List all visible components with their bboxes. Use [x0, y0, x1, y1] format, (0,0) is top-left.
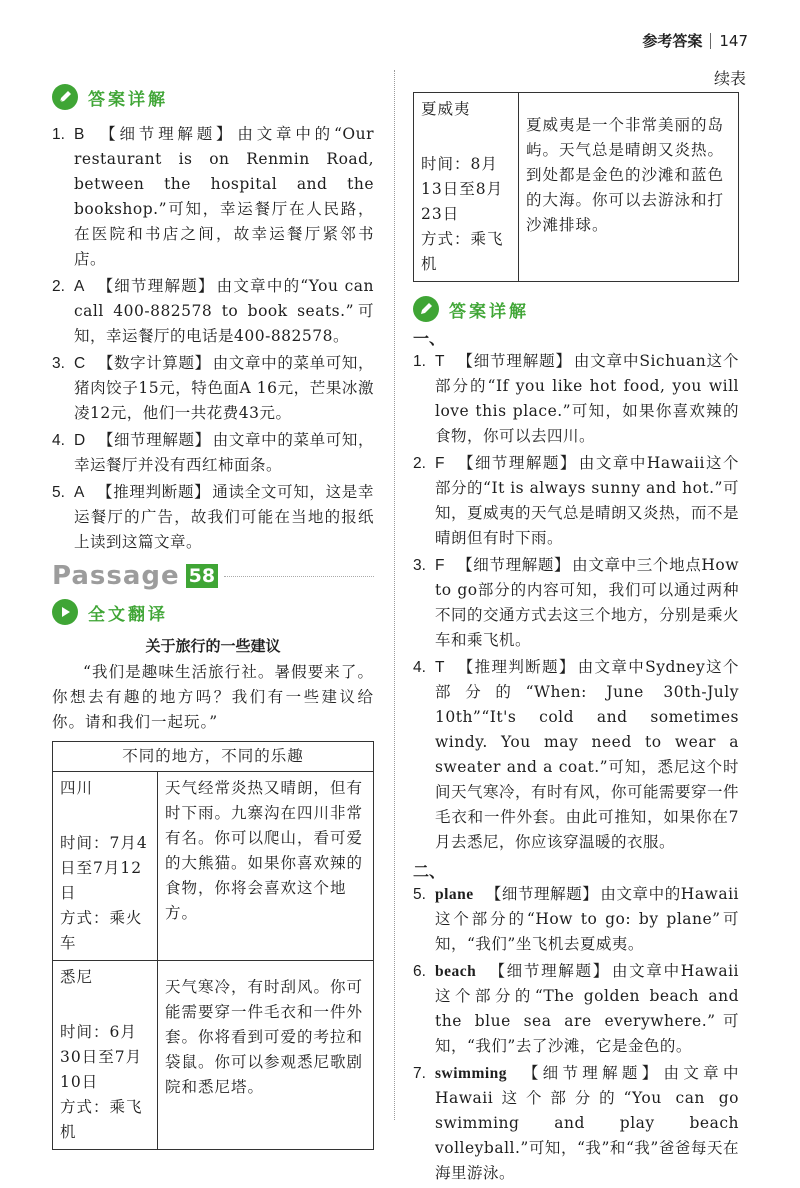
answer-word: beach	[435, 963, 477, 980]
trip-time: 时间：8月13日至8月23日	[421, 155, 504, 223]
answer-list-part-two	[413, 882, 739, 1186]
answer-item-2: 2. A 【细节理解题】 由文章中的“You can call 400-882578 to book seats.”可知，幸运餐厅的电话是400-882578。	[52, 277, 374, 345]
explanation: 由文章中三个地点How to go部分的内容可知，我们可以通过两种不同的交通方式去这三个地方，分别是乘火车和乘飞机。	[435, 556, 740, 649]
answer-letter: A	[74, 278, 85, 295]
explanation: 由文章中的菜单可知，猪肉饺子15元，特色面A 16元，芒果冰激凌12元，他们一共花费43元。	[74, 354, 374, 422]
left-column	[52, 84, 374, 1150]
answer-letter: D	[74, 432, 86, 449]
answer-letter: F	[435, 557, 445, 574]
explanation: 由文章中的菜单可知，幸运餐厅并没有西红柿面条。	[74, 431, 374, 474]
explanation: 由文章中Sydney这个部分的“When: June 30th-July 10th”“It's cold and sometimes windy. You may need to wear a sweater and a coat.”可知，悉尼这个时间天气寒冷，有时有风，你可能需要穿一件毛衣和一件外套。由此可推知，如果你在7月去悉尼，你应该穿温暖的衣服。	[435, 658, 740, 851]
answer-letter: A	[74, 484, 85, 501]
answer-letter: T	[435, 353, 445, 370]
header-separator	[710, 33, 711, 49]
question-type: 【细节理解题】	[519, 1064, 662, 1082]
answer-item-7: 7. swimming 【细节理解题】 由文章中Hawaii这个部分的“You can go swimming and play beach volleyball.”可知，“我”和“我”爸爸每天在海里游泳。	[413, 1064, 739, 1182]
answer-letter: F	[435, 455, 445, 472]
answers-section-title: 答案详解	[52, 84, 374, 110]
answer-item-1: 1. T 【细节理解题】 由文章中Sichuan这个部分的“If you like hot food, you will love this place.”可知，如果你喜欢辣的食物，你可以去四川。	[413, 352, 739, 445]
places-table	[52, 741, 374, 1150]
question-type: 【细节理解题】	[96, 277, 215, 295]
translation-heading: 关于旅行的一些建议	[145, 637, 281, 655]
place-name: 四川	[60, 779, 94, 797]
answer-letter: C	[74, 355, 86, 372]
question-type: 【细节理解题】	[456, 454, 577, 472]
page-number: 147	[719, 31, 748, 50]
explanation: 由文章中的“You can call 400-882578 to book seats.”可知，幸运餐厅的电话是400-882578。	[74, 277, 374, 345]
answers-section-title-2: 答案详解	[413, 296, 739, 322]
answer-letter: B	[74, 126, 85, 143]
pencil-icon	[52, 84, 78, 110]
passage-number: 58	[186, 564, 218, 588]
explanation: 由文章中Sichuan这个部分的“If you like hot food, you will love this place.”可知，如果你喜欢辣的食物，你可以去四川。	[435, 352, 739, 445]
answer-word: plane	[435, 886, 474, 903]
question-type: 【细节理解题】	[456, 556, 571, 574]
dotted-rule	[224, 576, 374, 577]
continued-label: 续表	[713, 69, 746, 88]
explanation: 通读全文可知，这是幸运餐厅的广告，故我们可能在当地的报纸上读到这篇文章。	[74, 483, 374, 551]
question-type: 【细节理解题】	[456, 352, 572, 370]
places-table-continued	[413, 92, 739, 282]
answer-item-2: 2. F 【细节理解题】 由文章中Hawaii这个部分的“It is always sunny and hot.”可知，夏威夷的天气总是晴朗又炎热，而不是晴朗但有时下雨。	[413, 454, 740, 547]
explanation: 由文章中Hawaii这个部分的“It is always sunny and hot.”可知，夏威夷的天气总是晴朗又炎热，而不是晴朗但有时下雨。	[435, 454, 740, 547]
explanation: 由文章中的Hawaii这个部分的“How to go: by plane”可知，“我们”坐飞机去夏威夷。	[435, 885, 739, 953]
table-row	[414, 93, 739, 282]
right-column	[413, 92, 739, 1188]
answer-word: swimming	[435, 1065, 508, 1082]
translation-paragraph: “我们是趣味生活旅行社。暑假要来了。你想去有趣的地方吗？我们有一些建议给你。请和我们一起玩。”	[52, 663, 374, 731]
answer-item-5: 5. plane 【细节理解题】 由文章中的Hawaii这个部分的“How to go: by plane”可知，“我们”坐飞机去夏威夷。	[413, 885, 739, 953]
passage-word: Passage	[52, 561, 180, 591]
answer-letter: T	[435, 659, 445, 676]
question-type: 【细节理解题】	[96, 125, 236, 143]
explanation: 由文章中Hawaii这个部分的“You can go swimming and play beach volleyball.”可知，“我”和“我”爸爸每天在海里游泳。	[435, 1064, 739, 1182]
question-type: 【细节理解题】	[485, 885, 599, 903]
place-description: 天气寒冷，有时刮风。你可能需要穿一件毛衣和一件外套。你将看到可爱的考拉和袋鼠。你可以参观悉尼歌剧院和悉尼塔。	[158, 961, 374, 1150]
trip-method: 方式：乘飞机	[421, 230, 504, 273]
place-name: 夏威夷	[421, 100, 471, 118]
answer-item-5: 5. A 【推理判断题】 通读全文可知，这是幸运餐厅的广告，故我们可能在当地的报纸上读到这篇文章。	[52, 483, 374, 551]
place-description: 天气经常炎热又晴朗，但有时下雨。九寨沟在四川非常有名。你可以爬山，看可爱的大熊猫。如果你喜欢辣的食物，你将会喜欢这个地方。	[158, 772, 374, 961]
trip-method: 方式：乘火车	[60, 909, 143, 952]
place-name: 悉尼	[60, 968, 94, 986]
trip-time: 时间：7月4日至7月12日	[60, 834, 148, 902]
question-type: 【细节理解题】	[97, 431, 211, 449]
answer-item-6: 6. beach 【细节理解题】 由文章中Hawaii这个部分的“The golden beach and the blue sea are everywhere.”可知，“我们”去了沙滩，它是金色的。	[413, 962, 739, 1055]
answer-item-1: 1. B 【细节理解题】 由文章中的“Our restaurant is on Renmin Road, between the hospital and the bookshop.”可知，幸运餐厅在人民路，在医院和书店之间，故幸运餐厅紧邻书店。	[52, 125, 374, 268]
table-row	[53, 772, 374, 961]
answer-item-3: 3. F 【细节理解题】 由文章中三个地点How to go部分的内容可知，我们可以通过两种不同的交通方式去这三个地方，分别是乘火车和乘飞机。	[413, 556, 740, 649]
question-type: 【细节理解题】	[488, 962, 610, 980]
trip-method: 方式：乘飞机	[60, 1098, 143, 1141]
passage-heading	[52, 561, 374, 591]
question-type: 【推理判断题】	[456, 658, 576, 676]
trip-time: 时间：6月30日至7月10日	[60, 1023, 143, 1091]
explanation: 由文章中Hawaii这个部分的“The golden beach and the blue sea are everywhere.”可知，“我们”去了沙滩，它是金色的。	[435, 962, 739, 1055]
table-header: 不同的地方，不同的乐趣	[53, 742, 374, 772]
answer-item-4: 4. T 【推理判断题】 由文章中Sydney这个部分的“When: June 30th-July 10th”“It's cold and sometimes windy. You may need to wear a sweater and a coat.”可知，悉尼这个时间天气寒冷，有时有风，你可能需要穿一件毛衣和一件外套。由此可推知，如果你在7月去悉尼，你应该穿温暖的衣服。	[413, 658, 740, 851]
answer-item-3: 3. C 【数字计算题】 由文章中的菜单可知，猪肉饺子15元，特色面A 16元，芒果冰激凌12元，他们一共花费43元。	[52, 354, 374, 422]
column-divider	[394, 70, 395, 1120]
answer-list-part-one	[413, 349, 739, 855]
table-row	[53, 961, 374, 1150]
play-icon	[52, 599, 78, 625]
pencil-icon	[413, 296, 439, 322]
question-type: 【数字计算题】	[97, 354, 211, 372]
answer-list	[52, 122, 374, 555]
translation-section-title: 全文翻译	[52, 599, 374, 625]
answer-item-4: 4. D 【细节理解题】 由文章中的菜单可知，幸运餐厅并没有西红柿面条。	[52, 431, 374, 474]
explanation: 由文章中的“Our restaurant is on Renmin Road, between the hospital and the bookshop.”可知，幸运餐厅在人民路，在医院和书店之间，故幸运餐厅紧邻书店。	[74, 125, 374, 268]
part-one-label: 一、	[413, 329, 446, 348]
question-type: 【推理判断题】	[96, 483, 211, 501]
place-description: 夏威夷是一个非常美丽的岛屿。天气总是晴朗又炎热。到处都是金色的沙滩和蓝色的大海。你可以去游泳和打沙滩排球。	[519, 93, 739, 282]
part-two-label: 二、	[413, 862, 446, 881]
page-header	[642, 30, 748, 51]
header-title: 参考答案	[642, 32, 703, 50]
